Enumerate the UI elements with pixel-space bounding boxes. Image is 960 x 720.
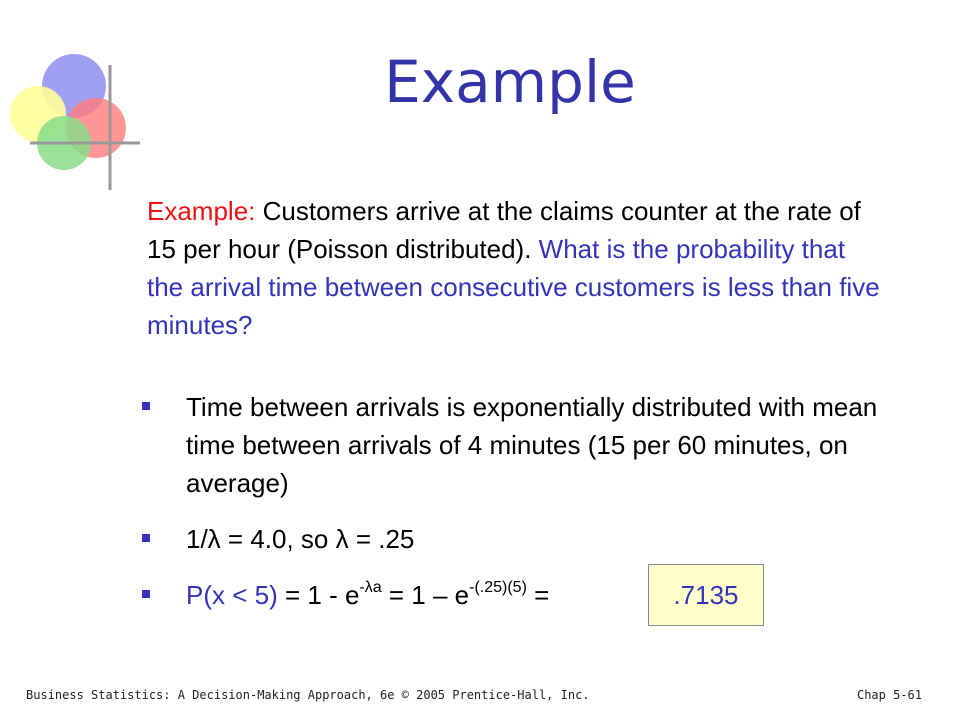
example-label: Example:	[147, 196, 256, 226]
bullet-text: Time between arrivals is exponentially distributed with mean time between arrivals of 4 minutes (15 per 60 minutes, on average)	[186, 392, 878, 498]
answer-box	[648, 564, 764, 626]
slide-title: Example	[384, 48, 636, 116]
formula-exponent: -(.25)(5)	[469, 579, 527, 596]
example-question: What is the probability that the arrival time between consecutive customers is less than five minutes?	[147, 234, 880, 340]
probability-expression: P(x < 5)	[186, 580, 278, 610]
formula-part: = 1 – e	[381, 580, 470, 610]
example-statement	[147, 192, 887, 344]
circles-logo-icon	[0, 0, 140, 200]
bullet-square-icon	[142, 590, 150, 598]
bullet-square-icon	[142, 534, 150, 542]
answer-value: .7135	[673, 579, 739, 610]
formula-exponent: -λa	[359, 579, 382, 596]
example-text: Customers arrive at the claims counter at the rate of 15 per hour (Poisson distributed).	[147, 196, 861, 264]
bullet-square-icon	[142, 402, 150, 410]
footer-page-number: Chap 5-61	[856, 688, 922, 702]
bullet-text: 1/λ = 4.0, so λ = .25	[186, 524, 415, 554]
formula-part: =	[526, 580, 550, 610]
formula-part: = 1 - e	[277, 580, 360, 610]
footer-citation: Business Statistics: A Decision-Making Approach, 6e © 2005 Prentice-Hall, Inc.	[26, 688, 590, 702]
bullet-formula	[186, 576, 896, 619]
